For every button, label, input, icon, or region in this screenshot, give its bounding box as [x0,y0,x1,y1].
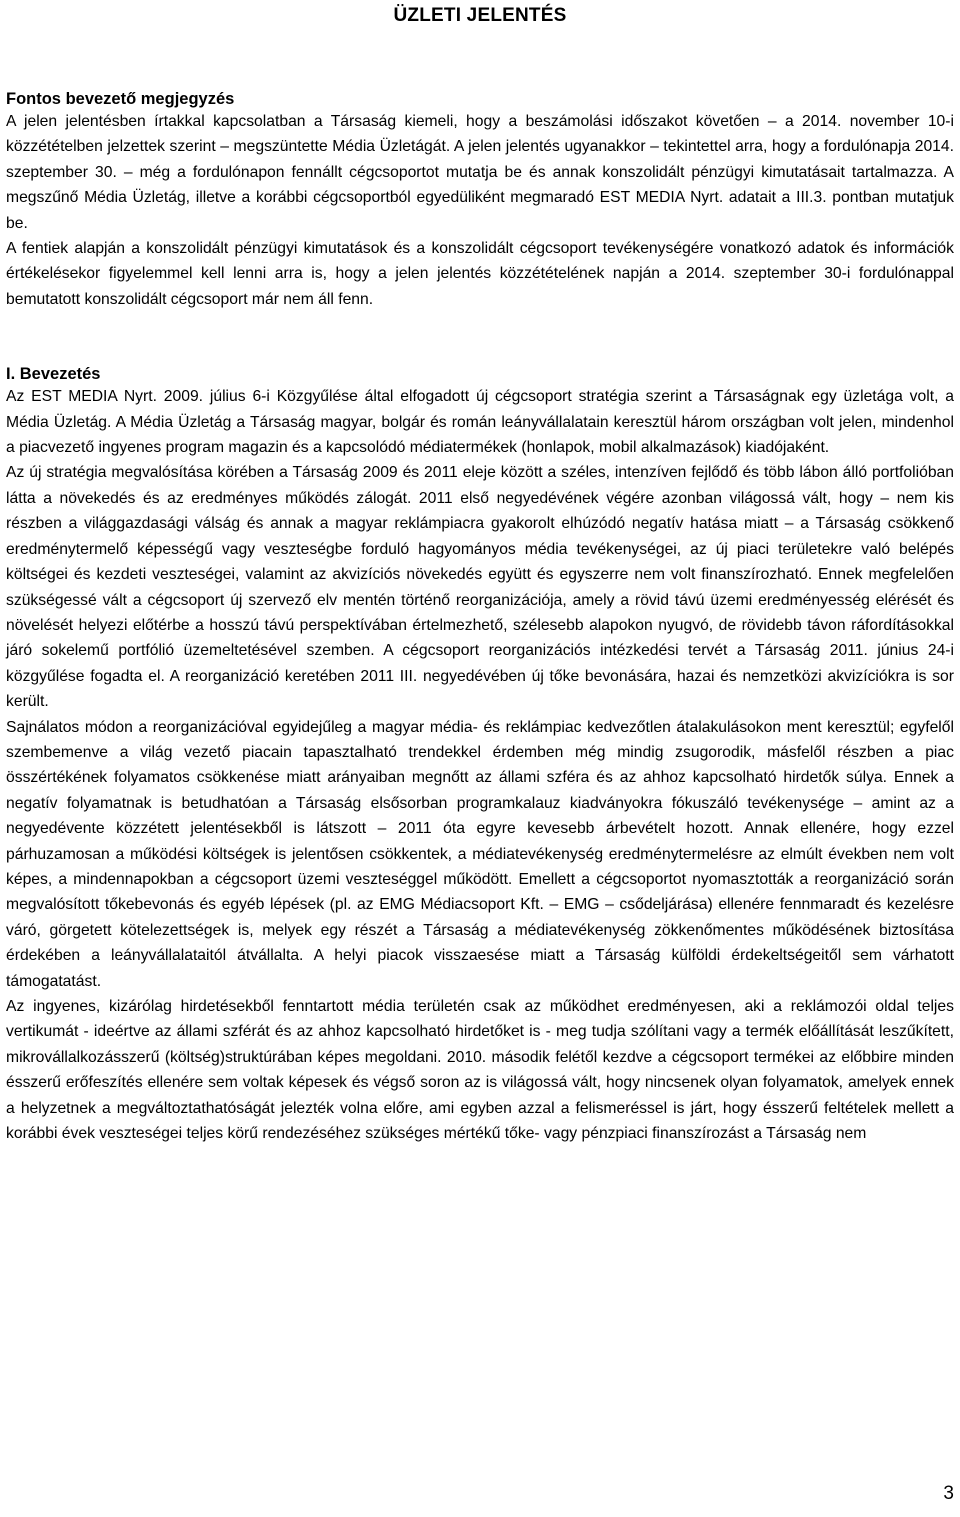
document-title: ÜZLETI JELENTÉS [393,5,567,26]
section-paragraph-3: Sajnálatos módon a reorganizációval egyidejűleg a magyar média- és reklámpiac kedvezőtlen átalakulásokon ment keresztül; egyfelől szembemenve a világ vezető piacain tapasztalható trendekkel érdemben még mindig zsugorodik, másfelől részben a piac összértékének folyamatos csökkenése miatt arányaiban megnőtt az állami szféra és az ahhoz kapcsolható hirdetők súlya. Ennek a negatív folyamatnak is betudhatóan a Társaság elsősorban programkalauz kiadványokra fókuszáló tevékenysége – amint az a negyedévente közzétett jelentésekből is látszott – 2011 óta egyre kevesebb árbevételt hozott. Annak ellenére, hogy ezzel párhuzamosan a működési költségek is jelentősen csökkentek, a médiatevékenység eredménytermelésre az elmúlt években nem volt képes, a mindennapokban a cégcsoport üzemi veszteséggel működött. Emellett a cégcsoportot nyomasztották a reorganizáció során megvalósított tőkebevonás és egyéb lépések (pl. az EMG Médiacsoport Kft. – EMG – csődeljárása) ellenére fennmaradt és kezelésre váró, görgetett kötelezettségek is, melyek egy részét a Társaság a médiatevékenység zökkenőmentes működésének biztosítása érdekében a leányvállalataitól átvállalta. A helyi piacok visszaesése miatt a Társaság külföldi érdekeltségeitől sem várhatott támogatatást. [6,718,954,990]
intro-heading: Fontos bevezető megjegyzés [6,90,235,108]
section-paragraph-1: Az EST MEDIA Nyrt. 2009. július 6-i Közgyűlése által elfogadott új cégcsoport stratégia szerint a Társaságnak egy üzletága volt, a Média Üzletág. A Média Üzletág a Társaság magyar, bolgár és román leányvállalatain keresztül három országban volt jelen, mindenhol a piacvezető ingyenes program magazin és a kapcsolódó médiatermékek (honlapok, mobil alkalmazások) kiadójaként. [6,388,954,457]
intro-paragraph-1: A jelen jelentésben írtakkal kapcsolatban a Társaság kiemeli, hogy a beszámolási időszakot követően – a 2014. november 10-i közzétételben jelzettek szerint – megszüntette Média Üzletágát. A jelen jelentés ugyanakkor – tekintettel arra, hogy a fordulónapja 2014. szeptember 30. – még a fordulónapon fennállt cégcsoportot mutatja be és annak konszolidált pénzügyi kimutatásait tartalmazza. A megszűnő Média Üzletág, illetve a korábbi cégcsoportból egyedüliként megmaradó EST MEDIA Nyrt. adatait a III.3. pontban mutatjuk be. [6,113,954,232]
section-heading: I. Bevezetés [6,365,101,384]
page-number: 3 [943,1483,954,1504]
section-paragraph-2: Az új stratégia megvalósítása körében a Társaság 2009 és 2011 eleje között a széles, intenzíven fejlődő és több lábon álló portfolióban látta a növekedés és az eredményes működés zálogát. 2011 első negyedévének végére azonban világossá vált, hogy – nem kis részben a világgazdasági válság és annak a magyar reklámpiacra gyakorolt elhúzódó negatív hatása miatt – a Társaság csökkenő eredménytermelő képességű vagy veszteségbe forduló hagyományos média tevékenységei, az új piaci területekre való belépés költségei és kezdeti veszteségei, valamint az akvizíciós növekedés együtt és egyszerre nem volt finanszírozható. Ennek megfelelően szükségessé vált a cégcsoport új szervező elv mentén történő reorganizációja, amely a rövid távú üzemi eredményesség elérését és növelését helyezi előtérbe a hosszú távú perspektívában értelmezhető, szélesebb alapokon nyugvó, de rövidebb távon ráfordításokkal járó sokelemű portfólió üzemeltetésével szemben. A cégcsoport reorganizációs intézkedési tervét a Társaság 2011. június 24-i közgyűlése fogadta el. A reorganizáció keretében 2011 III. negyedévében új tőke bevonására, hazai és nemzetközi akvizíciókra is sor került. [6,464,954,711]
section-paragraph-4: Az ingyenes, kizárólag hirdetésekből fenntartott média területén csak az működhet eredményesen, aki a reklámozói oldal teljes vertikumát - ideértve az állami szférát és az ahhoz kapcsolható hirdetőket is - meg tudja szólítani vagy a termék előállítását leszűkített, mikrovállalkozásszerű (költség)struktúrában képes megoldani. 2010. második felétől kezdve a cégcsoport termékei az előbbire minden ésszerű erőfeszítés ellenére sem voltak képesek és végső soron az is világossá vált, hogy nincsenek olyan folyamatok, amelyek ennek a helyzetnek a megváltoztathatóságát jelezték volna előre, ami egyben azzal a felismeréssel is járt, hogy ésszerű feltételek mellett a korábbi évek veszteségei teljes körű rendezéséhez szükséges mértékű tőke- vagy pénzpiaci finanszírozást a Társaság nem [6,998,954,1143]
document-page [6,0,954,1146]
intro-paragraph-2: A fentiek alapján a konszolidált pénzügyi kimutatások és a konszolidált cégcsoport tevékenységére vonatkozó adatok és információk értékelésekor figyelemmel kell lenni arra is, hogy a jelen jelentés közzétételének napján a 2014. szeptember 30-i fordulónappal bemutatott konszolidált cégcsoport már nem áll fenn. [6,240,954,308]
